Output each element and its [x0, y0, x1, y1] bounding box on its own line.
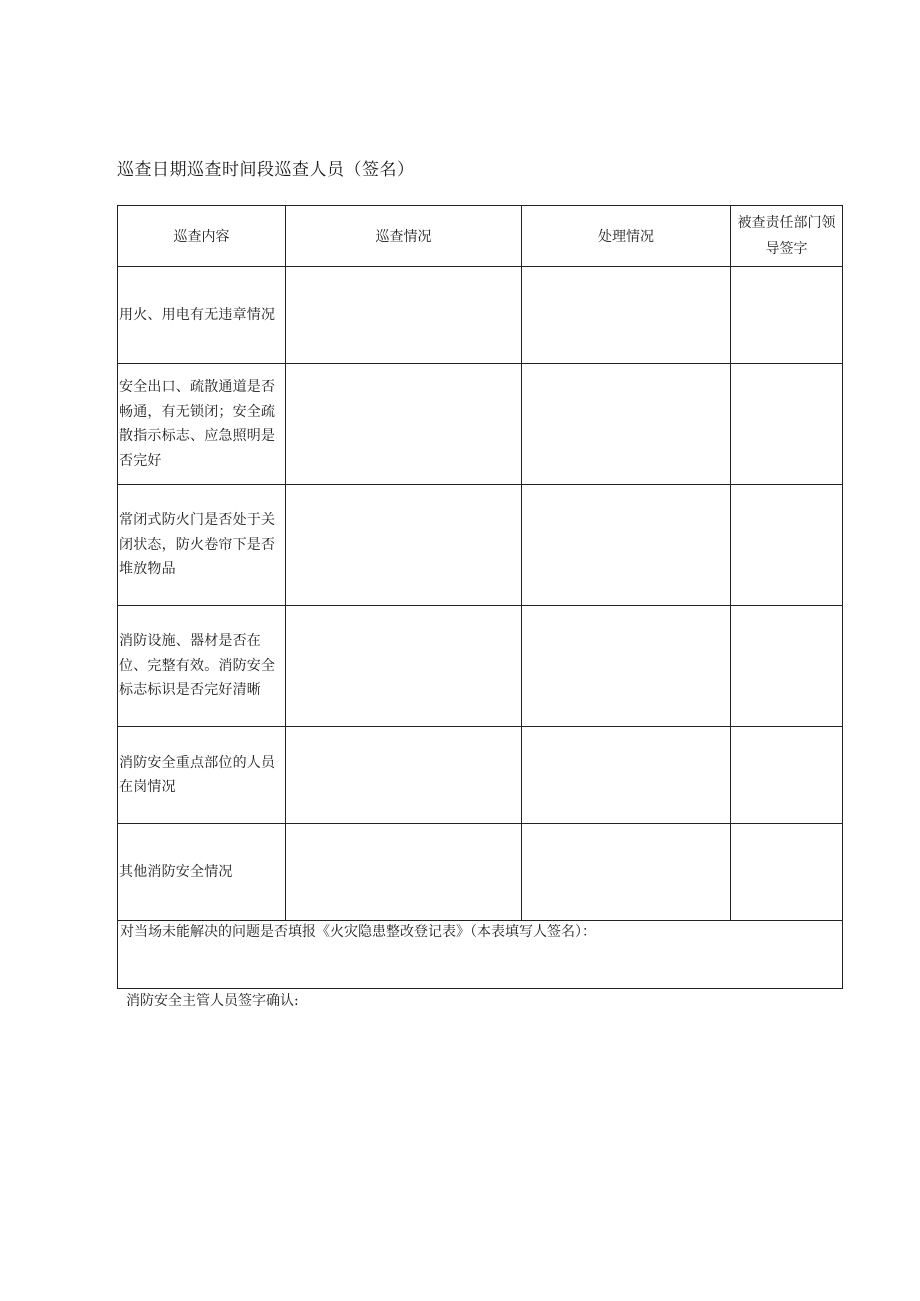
inspection-status-field[interactable]	[286, 606, 522, 727]
supervisor-signoff-label: 消防安全主管人员签字确认:	[126, 993, 299, 1009]
department-sign-field[interactable]	[731, 485, 843, 606]
table-row	[118, 606, 843, 727]
header-inspection-status: 巡查情况	[286, 206, 522, 267]
handling-status-field[interactable]	[522, 485, 731, 606]
department-sign-field[interactable]	[731, 727, 843, 824]
row-item-key-area-staff: 消防安全重点部位的人员在岗情况	[118, 727, 286, 824]
handling-status-field[interactable]	[522, 364, 731, 485]
header-department-sign: 被查责任部门领导签字	[731, 206, 843, 267]
department-sign-field[interactable]	[731, 824, 843, 921]
table-footer-row	[118, 921, 843, 989]
table-row	[118, 727, 843, 824]
table-row	[118, 485, 843, 606]
row-item-exits-evacuation: 安全出口、疏散通道是否畅通，有无锁闭；安全疏散指示标志、应急照明是否完好	[118, 364, 286, 485]
department-sign-field[interactable]	[731, 606, 843, 727]
handling-status-field[interactable]	[522, 267, 731, 364]
table-row	[118, 267, 843, 364]
table-row	[118, 364, 843, 485]
table-header-row	[118, 206, 843, 267]
department-sign-field[interactable]	[731, 364, 843, 485]
row-item-fire-equipment: 消防设施、器材是否在位、完整有效。消防安全标志标识是否完好清晰	[118, 606, 286, 727]
inspection-status-field[interactable]	[286, 824, 522, 921]
inspection-form-table	[117, 205, 843, 989]
header-handling-status: 处理情况	[522, 206, 731, 267]
row-item-fire-electric-use: 用火、用电有无违章情况	[118, 267, 286, 364]
handling-status-field[interactable]	[522, 727, 731, 824]
page-title: 巡查日期巡查时间段巡查人员（签名）	[117, 160, 415, 180]
row-item-fire-doors: 常闭式防火门是否处于关闭状态，防火卷帘下是否堆放物品	[118, 485, 286, 606]
table-row	[118, 824, 843, 921]
inspection-status-field[interactable]	[286, 267, 522, 364]
inspection-status-field[interactable]	[286, 727, 522, 824]
department-sign-field[interactable]	[731, 267, 843, 364]
inspection-status-field[interactable]	[286, 364, 522, 485]
inspection-status-field[interactable]	[286, 485, 522, 606]
row-item-other-safety: 其他消防安全情况	[118, 824, 286, 921]
handling-status-field[interactable]	[522, 824, 731, 921]
header-inspection-content: 巡查内容	[118, 206, 286, 267]
hazard-registration-note[interactable]: 对当场未能解决的问题是否填报《火灾隐患整改登记表》（本表填写人签名）：	[118, 921, 843, 989]
handling-status-field[interactable]	[522, 606, 731, 727]
